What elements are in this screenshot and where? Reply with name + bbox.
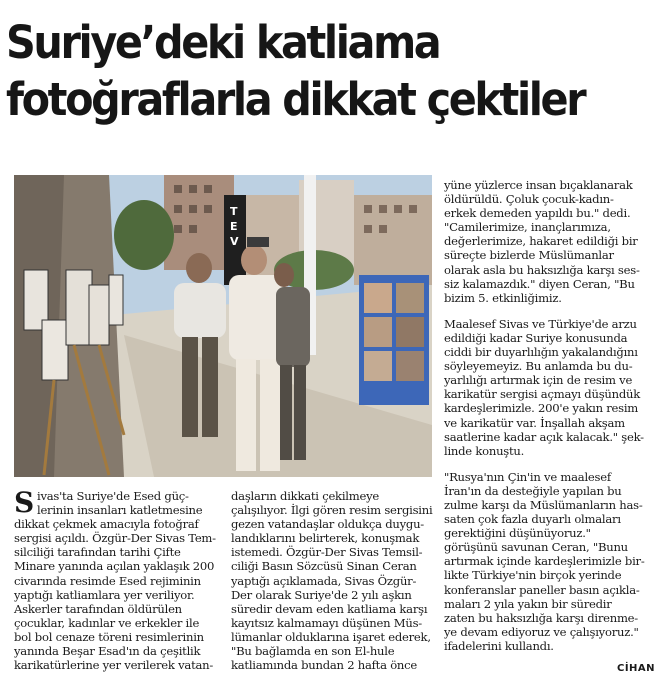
col3-line: yüne yüzlerce insan bıçaklanarak [444,178,633,192]
col3-line: erkek demeden yapıldı bu." dedi. [444,206,631,221]
col3-line: edildiği kadar Suriye konusunda [444,330,628,345]
col3-line: artırmak içinde kardeşlerimizle bir- [444,554,645,569]
col2-line: yaptığı açıklamada, Sivas Özgür- [231,573,417,588]
col1-line: ivas'ta Suriye'de Esed güç- [36,489,189,503]
col1-line: yaptığı katliamlara yer veriliyor. [14,587,195,602]
col3-line: saten çok fazla duyarlı olmaları [444,512,621,527]
col3-line: zaten bu haksızlığa karşı direnme- [444,610,638,625]
news-agency-credit: CİHAN [617,663,656,674]
col3-line: ye devam ediyoruz ve çalışıyoruz." [444,624,639,639]
col1-line: çocuklar, kadınlar ve erkekler ile [14,615,200,630]
headline-line-1: Suriye’deki katliama [6,16,440,69]
column-3-paragraph-1 [444,178,666,305]
col1-line: bol bol cenaze töreni resimlerinin [14,629,204,644]
col3-line: ciddi bir duyarlılığın yakalandığını [444,345,638,360]
headline-line-2: fotoğraflarla dikkat çektiler [6,73,585,126]
col3-line: görüşünü savunan Ceran, "Bunu [444,540,628,555]
column-3-paragraph-2 [444,317,666,458]
col3-line: gerektiğini düşünüyoruz." [444,526,591,541]
col3-line: kardeşlerimizle. 200'e yakın resim [444,401,639,416]
col2-line: istemedi. Özgür-Der Sivas Temsil- [231,545,423,560]
col3-line: yarlılığı artırmak için de resim ve [444,373,633,388]
col1-line: Askerler tarafından öldürülen [14,601,182,616]
col2-line: "Bu bağlamda en son El-hule [231,644,395,659]
col3-line: söyleyemeyiz. Bu anlamda bu du- [444,359,633,374]
col3-line: zulme karşı da Müslümanların has- [444,497,643,512]
article-column-2 [231,489,438,681]
article-photo [14,175,432,477]
col2-line: ciliği Basın Sözcüsü Sinan Ceran [231,559,417,574]
col2-line: Der olarak Suriye'de 2 yılı aşkın [231,587,412,602]
col2-line: süredir devam eden katliama karşı [231,601,428,616]
col1-line: karikatürlerine yer verilerek vatan- [14,658,214,673]
col3-line: saatlerine kadar açık kalacak." şek- [444,429,644,444]
col3-line: konferanslar paneller basın açıkla- [444,582,640,597]
column-2-paragraph [231,489,438,672]
headline [6,14,615,128]
exhibition-photo-illustration [14,175,432,477]
col3-line: ifadelerini kullandı. [444,638,554,653]
column-3-paragraph-3 [444,470,666,653]
col1-line: yanında Beşar Esad'ın da çeşitlik [14,644,201,659]
col3-line: maları 2 yıla yakın bir süredir [444,596,612,611]
article-column-1 [14,486,218,681]
banner-letter-2: E [230,220,238,233]
col1-line: Minare yanında açılan yaklaşık 200 [14,559,215,574]
col3-line: değerlerimize, hakaret edildiği bir [444,234,638,249]
col1-line: silciliği tarafından tarihi Çifte [14,545,181,560]
col3-line: süreçte bizlerde Müslümanlar [444,248,614,263]
banner-letter-1: T [230,205,238,218]
column-1-paragraph-1 [14,486,218,673]
col3-line: "Camilerimize, inançlarımıza, [444,220,611,235]
article-column-3 [444,178,666,662]
col3-line: olarak asla bu haksızlığa karşı ses- [444,262,640,277]
col1-line: dikkat çekmek amacıyla fotoğraf [14,517,199,532]
col3-line: İran'ın da desteğiyle yapılan bu [444,483,622,498]
col3-line: likte Türkiye'nin birçok yerinde [444,568,622,583]
col1-line: civarında resimde Esed rejiminin [14,573,201,588]
col3-line: Maalesef Sivas ve Türkiye'de arzu [444,316,637,331]
col3-line: "Rusya'nın Çin'in ve maalesef [444,469,611,484]
col2-line: gezen vatandaşlar oldukça duygu- [231,517,424,532]
banner-letter-3: V [230,235,239,248]
col3-line: karikatür sergisi açmayı düşündük [444,387,640,402]
col2-line: çalışılıyor. İlgi gören resim sergisini [231,503,433,518]
col2-line: kayıtsız kalmamayı düşünen Müs- [231,615,422,630]
col3-line: linde konuştu. [444,443,525,458]
col1-line: sergisi açıldı. Özgür-Der Sivas Tem- [14,531,216,546]
col2-line: landıklarını belirterek, konuşmak [231,531,420,546]
col2-line: katliamında bundan 2 hafta önce [231,658,417,673]
col2-line: lümanlar olduklarına işaret ederek, [231,629,431,644]
col1-line: lerinin insanları katletmesine [36,503,203,518]
col3-line: öldürüldü. Çoluk çocuk-kadın- [444,192,614,207]
col3-line: bizim 5. etkinliğimiz. [444,290,562,305]
col3-line: ve karikatür var. İnşallah akşam [444,415,625,430]
drop-cap: S [14,486,34,519]
col3-line: siz kalamazdık." diyen Ceran, "Bu [444,276,635,291]
col2-line: daşların dikkati çekilmeye [231,489,380,503]
